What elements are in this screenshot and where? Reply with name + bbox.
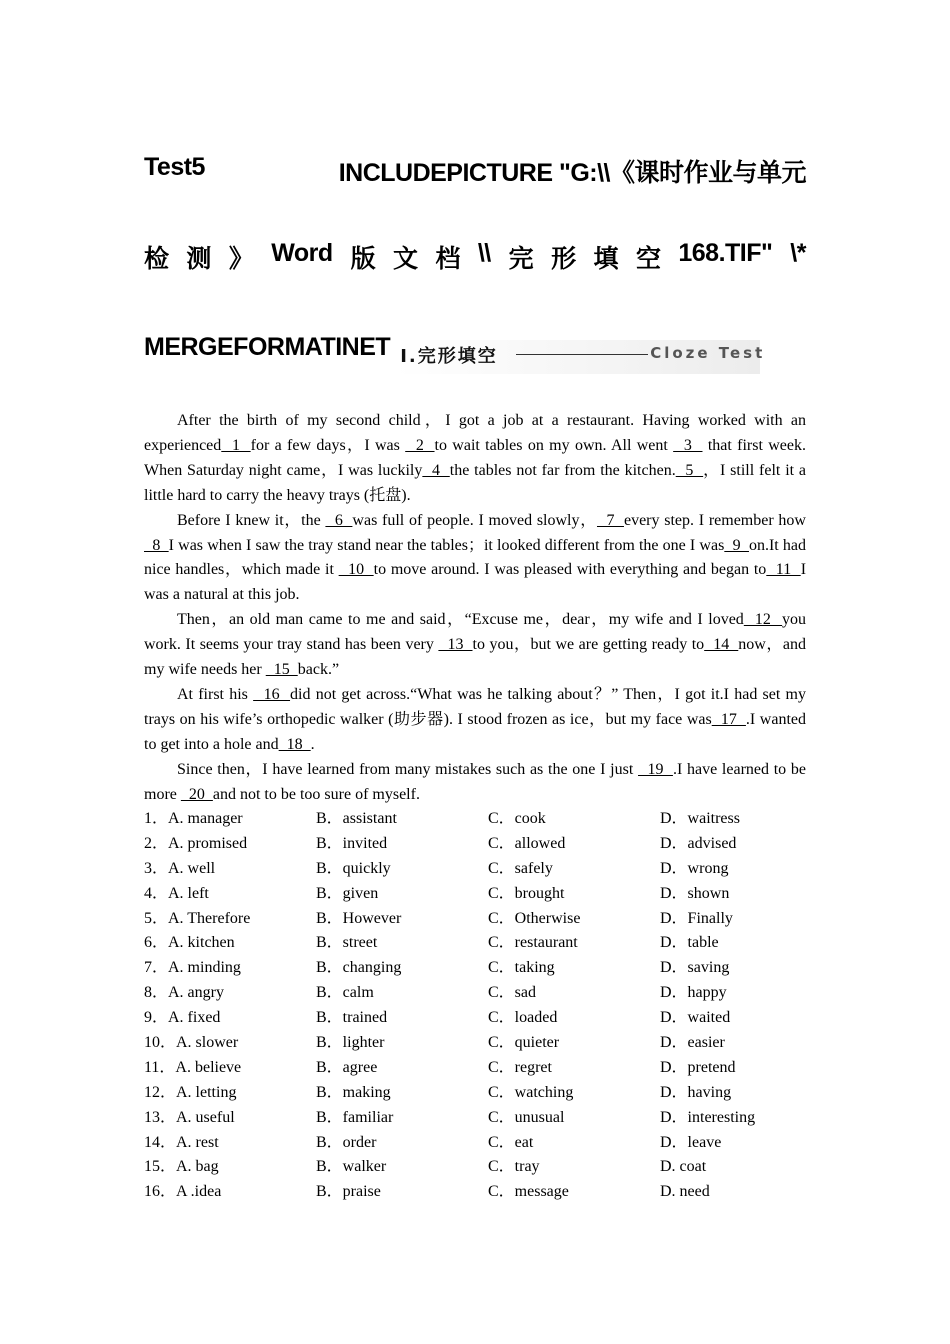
- option-choice: D．happy: [660, 984, 727, 1002]
- option-choice: C．watching: [488, 1083, 574, 1101]
- option-choice: C．allowed: [488, 834, 566, 852]
- option-row: [144, 1106, 806, 1131]
- banner-chinese-label: Ⅰ.完形填空: [400, 346, 498, 367]
- option-choice: B．praise: [316, 1183, 381, 1201]
- option-row: [144, 857, 806, 882]
- title-line-2: [144, 239, 806, 275]
- option-row: [144, 1081, 806, 1106]
- passage-paragraph: [144, 409, 806, 509]
- banner-divider: [516, 354, 648, 355]
- option-choice: B．street: [316, 934, 378, 952]
- passage-text: At first his: [177, 685, 254, 703]
- option-choice: D．advised: [660, 834, 737, 852]
- passage-text: Before I knew it，the: [177, 511, 326, 529]
- option-row: [144, 931, 806, 956]
- option-choice: 16．A .idea: [144, 1183, 222, 1201]
- cloze-blank: 7: [596, 511, 624, 529]
- cloze-blank: 10: [338, 561, 374, 579]
- passage-text: that first week. When Saturday night came，I was luckily: [144, 436, 806, 479]
- title-mergeformat: MERGEFORMATINET: [144, 333, 391, 361]
- option-choice: D．pretend: [660, 1058, 736, 1076]
- passage-text: to you，but we are getting ready to: [472, 636, 705, 654]
- option-choice: 11．A. believe: [144, 1058, 242, 1076]
- passage-text: .: [310, 735, 315, 753]
- option-choice: C．restaurant: [488, 934, 578, 952]
- cloze-blank: 5: [675, 461, 704, 479]
- passage-text: .I wanted to get into a hole and: [144, 710, 807, 753]
- passage-paragraph: [144, 758, 806, 808]
- option-choice: D．Finally: [660, 909, 733, 927]
- cloze-blank: 16: [253, 685, 291, 703]
- title-word: 空: [635, 245, 661, 273]
- option-choice: B．order: [316, 1133, 377, 1151]
- option-choice: D．easier: [660, 1034, 725, 1052]
- option-choice: D．wrong: [660, 859, 729, 877]
- passage-paragraph: [144, 683, 806, 758]
- option-choice: 8．A. angry: [144, 984, 224, 1002]
- title-word: \*: [790, 239, 806, 267]
- passage-text: back.”: [297, 661, 340, 679]
- title-test-number: Test5: [144, 153, 205, 181]
- option-choice: 7．A. minding: [144, 959, 241, 977]
- option-choice: 5．A. Therefore: [144, 909, 251, 927]
- title-word: 检: [144, 245, 169, 273]
- cloze-blank: 13: [438, 636, 473, 654]
- option-row: [144, 1006, 806, 1031]
- option-choice: D．table: [660, 934, 719, 952]
- option-choice: B．changing: [316, 959, 402, 977]
- option-choice: C．sad: [488, 984, 537, 1002]
- option-choice: D. need: [660, 1183, 710, 1201]
- option-choice: D．leave: [660, 1133, 722, 1151]
- option-choice: C．Otherwise: [488, 909, 581, 927]
- passage-text: the tables not far from the kitchen.: [449, 461, 676, 479]
- title-include-picture: INCLUDEPICTURE "G:\\《课时作业与单元: [338, 159, 806, 187]
- title-word: 档: [435, 245, 460, 273]
- passage-text: Since then，I have learned from many mistakes such as the one I just: [177, 760, 639, 778]
- cloze-blank: 2: [405, 436, 435, 454]
- option-choice: D．waited: [660, 1009, 731, 1027]
- option-choice: B．However: [316, 909, 402, 927]
- title-word: \\: [477, 239, 491, 267]
- option-choice: B．calm: [316, 984, 374, 1002]
- option-choice: 10．A. slower: [144, 1034, 239, 1052]
- option-choice: C．unusual: [488, 1108, 565, 1126]
- title-word: 文: [393, 245, 418, 273]
- option-row: [144, 1056, 806, 1081]
- option-choice: 9．A. fixed: [144, 1009, 221, 1027]
- option-choice: D．interesting: [660, 1108, 756, 1126]
- option-choice: B．given: [316, 884, 379, 902]
- passage-text: ，I still felt it a little hard to carry the heavy trays (托盘).: [144, 461, 807, 504]
- option-choice: C．cook: [488, 810, 546, 827]
- option-row: [144, 1031, 806, 1056]
- cloze-blank: 17: [711, 710, 746, 728]
- cloze-blank: 1: [221, 436, 251, 454]
- title-line-3: [144, 320, 806, 374]
- passage-text: did not get across.“What was he talking about？” Then，I got it.I had set my trays on his wife’s orthopedic walker (助步器). I stood frozen as ice，but my face was: [144, 685, 806, 728]
- option-row: [144, 807, 806, 832]
- option-row: [144, 1180, 806, 1205]
- passage-text: for a few days，I was: [250, 436, 406, 454]
- option-choice: B．walker: [316, 1158, 387, 1176]
- passage-text: After the birth of my second child，I got a job at a restaurant. Having worked with an experienced: [144, 412, 806, 454]
- option-choice: D．shown: [660, 884, 730, 902]
- cloze-blank: 20: [180, 785, 213, 803]
- title-word: 完: [508, 245, 534, 273]
- option-choice: B．agree: [316, 1058, 378, 1076]
- option-row: [144, 882, 806, 907]
- option-choice: B．trained: [316, 1009, 388, 1027]
- option-row: [144, 956, 806, 981]
- passage-text: to move around. I was pleased with everything and began to: [373, 561, 767, 579]
- option-choice: B．quickly: [316, 859, 391, 877]
- option-choice: 14．A. rest: [144, 1133, 219, 1151]
- passage-paragraph: [144, 608, 806, 683]
- option-choice: C．message: [488, 1183, 569, 1201]
- option-choice: C．safely: [488, 859, 553, 877]
- title-line-1: [144, 153, 806, 189]
- option-choice: 6．A. kitchen: [144, 934, 235, 952]
- option-row: [144, 981, 806, 1006]
- option-row: [144, 1155, 806, 1180]
- passage-text: now，and my wife needs her: [144, 636, 806, 679]
- option-choice: 12．A. letting: [144, 1083, 237, 1101]
- cloze-blank: 14: [704, 636, 739, 654]
- passage-paragraph: [144, 509, 806, 609]
- passage-text: to wait tables on my own. All went: [434, 436, 674, 454]
- cloze-blank: 12: [743, 611, 783, 629]
- option-choice: C．eat: [488, 1133, 534, 1151]
- passage-text: you work. It seems your tray stand has been very: [144, 611, 807, 654]
- cloze-blank: 11: [766, 561, 801, 579]
- option-choice: D．having: [660, 1083, 732, 1101]
- option-choice: C．quieter: [488, 1034, 560, 1052]
- option-choice: D．waitress: [660, 810, 740, 827]
- option-row: [144, 907, 806, 932]
- option-choice: C．tray: [488, 1158, 540, 1176]
- option-choice: C．loaded: [488, 1009, 558, 1027]
- option-choice: B．familiar: [316, 1108, 394, 1126]
- cloze-blank: 6: [325, 511, 353, 529]
- cloze-passage: [144, 409, 806, 808]
- passage-text: Then，an old man came to me and said，“Excuse me，dear，my wife and I loved: [177, 611, 744, 629]
- passage-text: .I have learned to be more: [144, 760, 807, 803]
- option-choice: 13．A. useful: [144, 1108, 235, 1126]
- passage-text: I was when I saw the tray stand near the tables；it looked different from the one I was: [168, 536, 725, 554]
- passage-text: every step. I remember how: [623, 511, 806, 529]
- options-table: [144, 807, 806, 1205]
- banner-english-label: Cloze Test: [650, 344, 766, 362]
- option-row: [144, 1131, 806, 1156]
- option-choice: B．making: [316, 1083, 391, 1101]
- option-choice: 2．A. promised: [144, 834, 248, 852]
- title-word: 》: [228, 245, 254, 273]
- option-choice: 4．A. left: [144, 884, 209, 902]
- passage-text: and not to be too sure of myself.: [212, 785, 420, 803]
- cloze-blank: 4: [422, 461, 450, 479]
- option-choice: C．taking: [488, 959, 555, 977]
- title-word: 填: [593, 245, 619, 273]
- option-choice: C．regret: [488, 1058, 552, 1076]
- passage-text: I was a natural at this job.: [144, 561, 807, 604]
- cloze-blank: 3: [673, 436, 703, 454]
- cloze-blank: 19: [638, 760, 673, 778]
- title-word: Word: [271, 239, 333, 267]
- option-choice: B．assistant: [316, 810, 397, 827]
- cloze-blank: 15: [265, 661, 298, 679]
- option-choice: D．saving: [660, 959, 730, 977]
- option-choice: 3．A. well: [144, 859, 216, 877]
- cloze-test-banner: [396, 340, 766, 374]
- option-choice: B．invited: [316, 834, 388, 852]
- title-word: 168.TIF": [678, 239, 773, 267]
- option-choice: C．brought: [488, 884, 565, 902]
- title-word: 测: [186, 245, 211, 273]
- passage-text: was full of people. I moved slowly，: [352, 511, 597, 529]
- cloze-blank: 18: [278, 735, 311, 753]
- option-choice: 1．A. manager: [144, 810, 243, 827]
- option-choice: B．lighter: [316, 1034, 385, 1052]
- passage-text: on.It had nice handles，which made it: [144, 536, 807, 579]
- option-choice: 15．A. bag: [144, 1158, 219, 1176]
- cloze-blank: 9: [724, 536, 749, 554]
- title-word: 形: [551, 245, 576, 273]
- title-word: 版: [350, 245, 376, 273]
- cloze-blank: 8: [144, 536, 169, 554]
- option-row: [144, 832, 806, 857]
- option-choice: D. coat: [660, 1158, 707, 1176]
